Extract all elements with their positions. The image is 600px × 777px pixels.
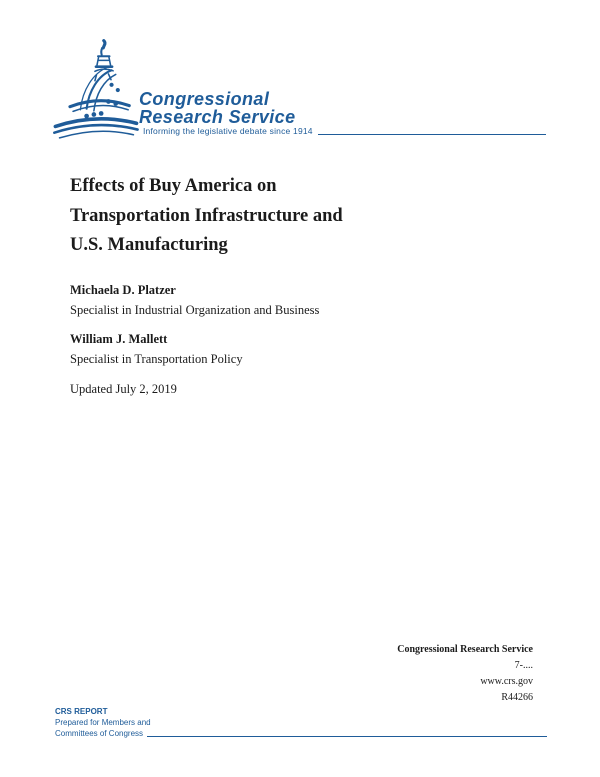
report-title-line1: Effects of Buy America on [70,176,277,196]
author-name: William J. Mallett [70,332,168,346]
footer-website: www.crs.gov [480,676,533,687]
crs-logotype-line2: Research Service [139,107,296,127]
footer-report-number: R44266 [501,692,533,703]
footer-left [55,706,547,739]
footer-org: Congressional Research Service [397,644,533,655]
author-name: Michaela D. Platzer [70,283,176,297]
footer-phone: 7-.... [514,660,533,671]
footer-crs-report-label: CRS REPORT [55,707,108,716]
header-rule [318,134,546,135]
report-title-line3: U.S. Manufacturing [70,235,228,255]
author-role: Specialist in Industrial Organization and Business [70,303,320,317]
footer-committees-row [55,728,547,739]
capitol-dome-icon [50,37,144,141]
report-title-line2: Transportation Infrastructure and [70,205,343,226]
logo-tagline: Informing the legislative debate since 1914 [143,126,313,136]
crs-logotype-line1: Congressional [139,89,270,109]
footer-right [397,642,533,706]
footer-committees-line: Committees of Congress [55,729,144,738]
report-title [70,172,500,261]
logo-tagline-row [143,125,546,137]
crs-logotype [139,90,296,126]
author-role: Specialist in Transportation Policy [70,352,243,366]
updated-date: Updated July 2, 2019 [70,382,177,396]
footer-prepared-line: Prepared for Members and [55,718,151,727]
footer-rule [147,736,547,737]
